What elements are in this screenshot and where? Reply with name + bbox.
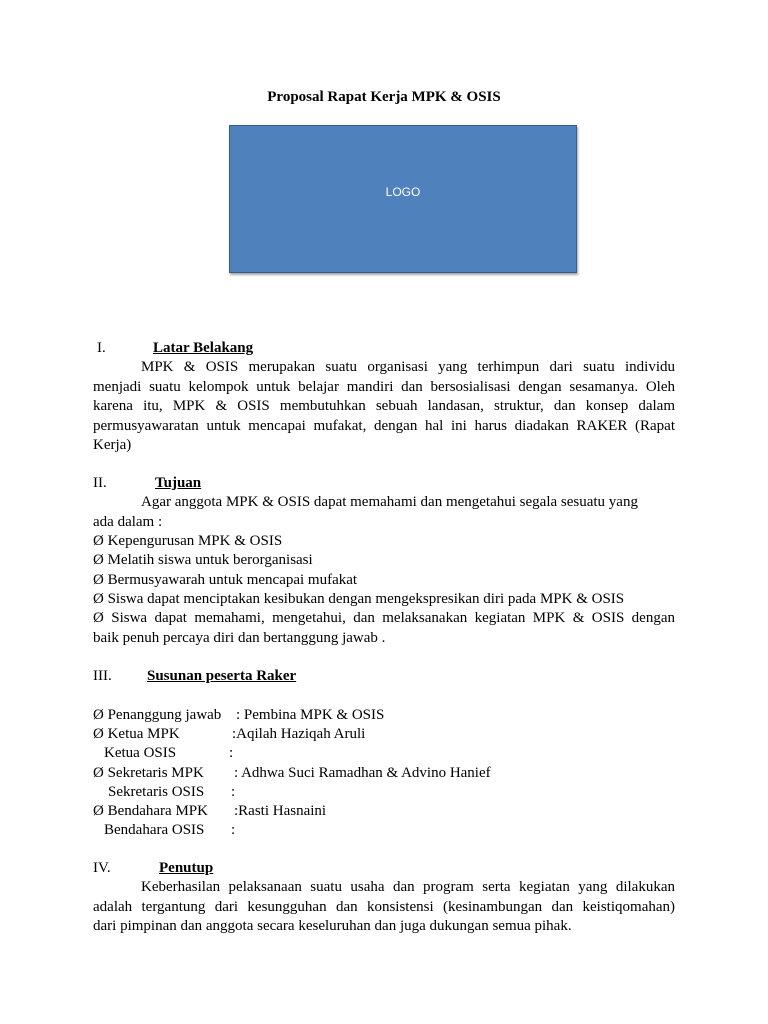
section-1-paragraph bbox=[93, 358, 675, 456]
section-2-numeral: II. bbox=[93, 475, 107, 491]
logo-label: LOGO bbox=[385, 185, 421, 199]
list-item-line: baik penuh percaya diri dan bertanggung jawab . bbox=[93, 629, 386, 646]
roster-value: : Pembina MPK & OSIS bbox=[236, 707, 385, 723]
roster-value: : bbox=[229, 745, 234, 761]
roster-value: : bbox=[231, 822, 236, 838]
paragraph-line: karena itu, MPK & OSIS membutuhkan sebuah landasan, struktur, dan konsep dalam bbox=[93, 398, 675, 414]
section-4-paragraph bbox=[93, 878, 675, 937]
roster-label: Ketua OSIS bbox=[104, 745, 177, 761]
list-item: Ø Melatih siswa untuk berorganisasi bbox=[93, 552, 313, 568]
list-item-line: Ø Siswa dapat memahami, mengetahui, dan melaksanakan kegiatan MPK & OSIS dengan bbox=[93, 610, 675, 626]
section-2-heading: Tujuan bbox=[155, 475, 202, 491]
roster-value: :Rasti Hasnaini bbox=[234, 803, 327, 819]
roster-label: Ø Penanggung jawab bbox=[93, 707, 222, 723]
section-1-numeral: I. bbox=[97, 340, 106, 356]
section-4-heading: Penutup bbox=[159, 860, 214, 876]
document-title: Proposal Rapat Kerja MPK & OSIS bbox=[267, 89, 501, 105]
paragraph-line: MPK & OSIS merupakan suatu organisasi yang terhimpun dari suatu individu bbox=[141, 359, 675, 375]
section-2-intro-line: Agar anggota MPK & OSIS dapat memahami dan mengetahui segala sesuatu yang bbox=[141, 494, 638, 510]
paragraph-line: dari pimpinan dan anggota secara keseluruhan dan juga dukungan semua pihak. bbox=[93, 918, 572, 934]
paragraph-line: menjadi suatu kelompok untuk belajar mandiri dan bersosialisasi dengan sesamanya. Oleh bbox=[93, 378, 675, 395]
list-item-multiline bbox=[93, 609, 675, 648]
list-item: Ø Bermusyawarah untuk mencapai mufakat bbox=[93, 572, 358, 588]
roster-value: : bbox=[231, 784, 236, 800]
section-3-numeral: III. bbox=[93, 668, 112, 684]
section-4-numeral: IV. bbox=[93, 860, 111, 876]
roster-label: Bendahara OSIS bbox=[104, 822, 205, 838]
roster-label: Ø Sekretaris MPK bbox=[93, 765, 204, 781]
roster-label: Ø Bendahara MPK bbox=[93, 803, 208, 819]
logo-placeholder bbox=[229, 125, 577, 273]
list-item: Ø Kepengurusan MPK & OSIS bbox=[93, 533, 283, 549]
paragraph-line: Keberhasilan pelaksanaan suatu usaha dan program serta kegiatan yang dilakukan bbox=[141, 879, 675, 895]
paragraph-line: Kerja) bbox=[93, 437, 132, 453]
paragraph-line: adalah tergantung dari kesungguhan dan konsistensi (kesinambungan dan keistiqomahan) bbox=[93, 898, 675, 915]
list-item: Ø Siswa dapat menciptakan kesibukan dengan mengekspresikan diri pada MPK & OSIS bbox=[93, 591, 625, 607]
paragraph-line: permusyawaratan untuk mencapai mufakat, dengan hal ini harus diadakan RAKER (Rapat bbox=[93, 417, 675, 434]
roster-label: Ø Ketua MPK bbox=[93, 726, 180, 742]
roster-label: Sekretaris OSIS bbox=[108, 784, 205, 800]
section-2-intro-line: ada dalam : bbox=[93, 514, 163, 530]
roster-value: :Aqilah Haziqah Aruli bbox=[232, 726, 366, 742]
section-1-heading: Latar Belakang bbox=[153, 340, 254, 356]
section-3-heading: Susunan peserta Raker bbox=[147, 668, 297, 684]
roster-value: : Adhwa Suci Ramadhan & Advino Hanief bbox=[234, 765, 491, 781]
